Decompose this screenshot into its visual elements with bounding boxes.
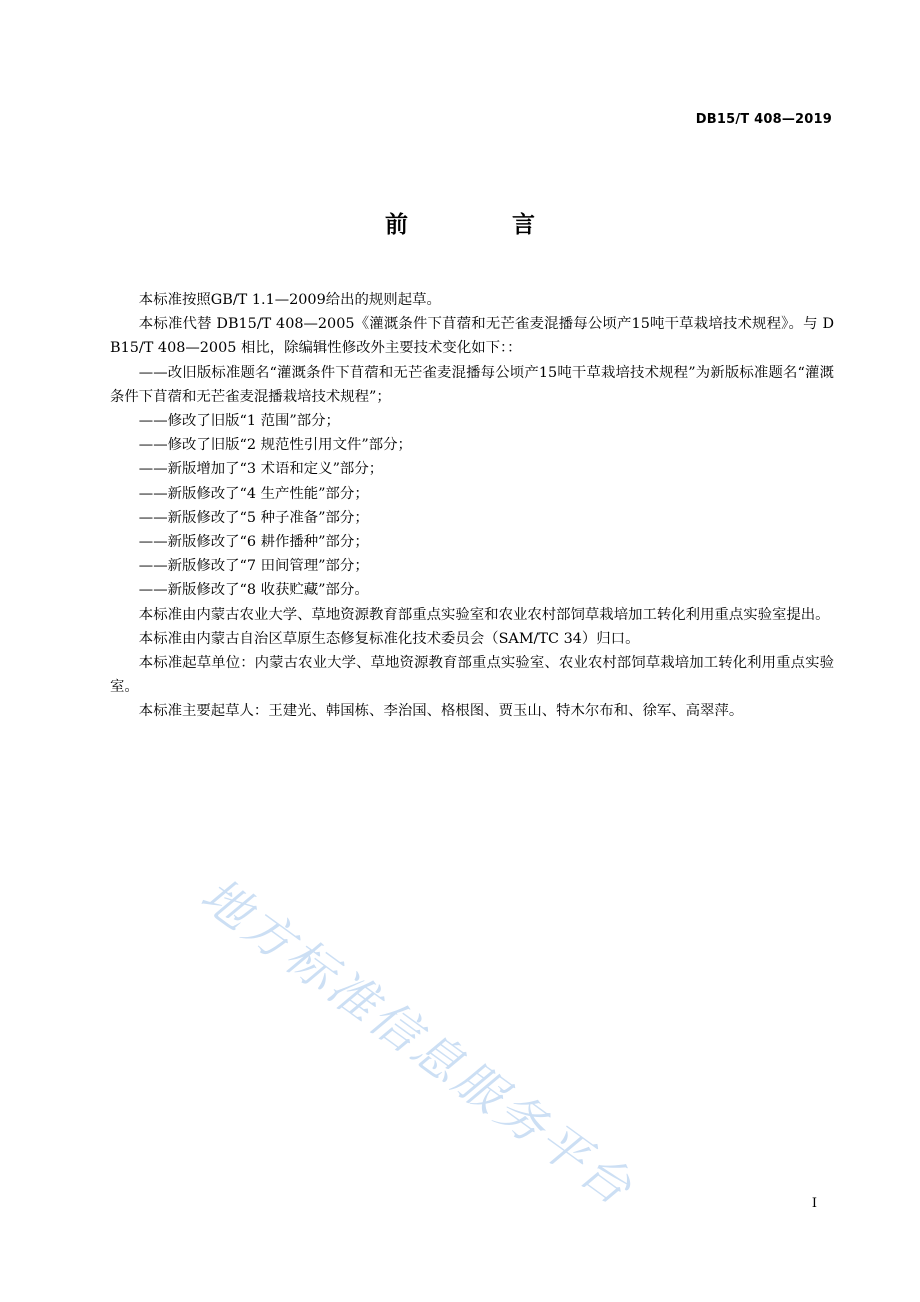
list-item-harvest-storage: ——新版修改了“8 收获贮藏”部分。	[138, 582, 369, 599]
list-item-scope: ——修改了旧版“1 范围”部分；	[138, 413, 340, 430]
list-item-production-performance: ——新版修改了“4 生产性能”部分；	[138, 485, 369, 502]
list-item-normative-references: ——修改了旧版“2 规范性引用文件”部分；	[138, 437, 412, 454]
paragraph-proposer: 本标准由内蒙古农业大学、草地资源教育部重点实验室和农业农村部饲草栽培加工转化利用重点实验室提出。	[138, 606, 830, 623]
document-body	[110, 288, 834, 724]
list-item-title-change: ——改旧版标准题名“灌溉条件下苜蓿和无芒雀麦混播每公顷产15吨干草栽培技术规程”为新版标准题名“灌溉条件下苜蓿和无芒雀麦混播栽培技术规程”；	[110, 364, 834, 405]
paragraph-drafters: 本标准主要起草人：王建光、韩国栋、李治国、格根图、贾玉山、特木尔布和、徐军、高翠萍。	[138, 703, 744, 720]
page-number: I	[811, 1196, 817, 1211]
list-item-field-management: ——新版修改了“7 田间管理”部分；	[138, 558, 369, 575]
paragraph-replacement: 本标准代替 DB15/T 408—2005《灌溉条件下苜蓿和无芒雀麦混播每公顷产15吨干草栽培技术规程》。与 DB15/T 408—2005 相比，除编辑性修改外主要技术变化如下：：	[110, 316, 834, 357]
list-item-seed-preparation: ——新版修改了“5 种子准备”部分；	[138, 509, 369, 526]
list-item-terms-definitions: ——新版增加了“3 术语和定义”部分；	[138, 461, 384, 478]
page-title: 前 言	[384, 212, 583, 238]
paragraph-drafting-rule: 本标准按照GB/T 1.1—2009给出的规则起草。	[138, 292, 441, 308]
standard-code: DB15/T 408—2019	[695, 112, 832, 127]
list-item-tillage-sowing: ——新版修改了“6 耕作播种”部分；	[138, 534, 369, 551]
watermark-text: 地方标准信息服务平台	[190, 866, 645, 1218]
paragraph-drafting-units: 本标准起草单位：内蒙古农业大学、草地资源教育部重点实验室、农业农村部饲草栽培加工转化利用重点实验室。	[110, 655, 834, 696]
paragraph-administrator: 本标准由内蒙古自治区草原生态修复标准化技术委员会（SAM/TC 34）归口。	[138, 630, 640, 647]
